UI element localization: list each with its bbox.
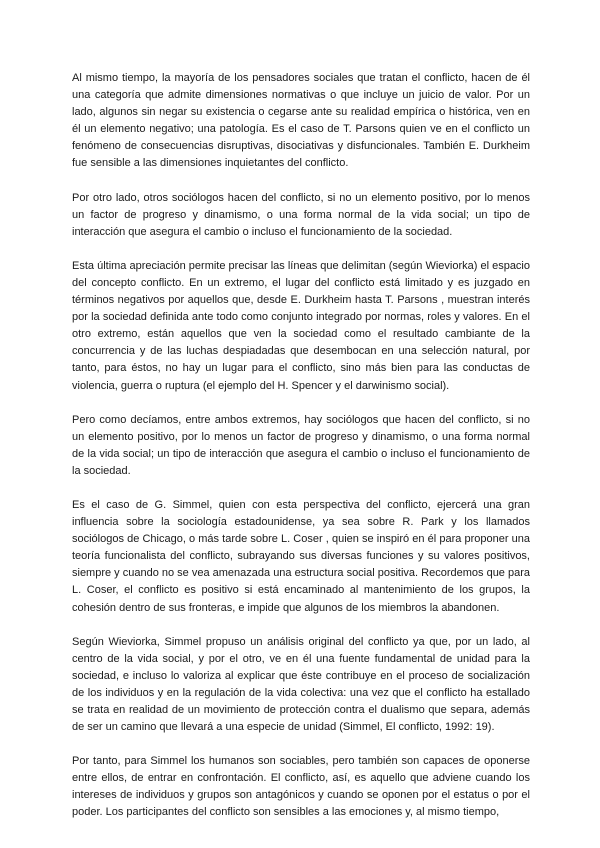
paragraph-4: Pero como decíamos, entre ambos extremos, hay sociólogos que hacen del conflicto, si no un elemento positivo, por lo menos un factor de progreso y dinamismo, o una forma normal de la vida social; un tipo de interacción que asegura el cambio o incluso el funcionamiento de la sociedad. <box>72 413 530 477</box>
paragraph-7: Por tanto, para Simmel los humanos son sociables, pero también son capaces de oponerse entre ellos, de entrar en confrontación. El conflicto, así, es aquello que adviene cuando los intereses de individuos y grupos son antagónicos y cuando se oponen por el estatus o por el poder. Los participantes del conflicto son sensibles a las emociones y, al mismo tiempo, <box>72 755 530 819</box>
paragraph-5: Es el caso de G. Simmel, quien con esta perspectiva del conflicto, ejercerá una gran influencia sobre la sociología estadounidense, ya sea sobre R. Park y los llamados sociólogos de Chicago, o más tarde sobre L. Coser , quien se inspiró en él para proponer una teoría funcionalista del conflicto, subrayando sus diversas funciones y su valores positivos, siempre y cuando no se vea amenazada una estructura social positiva. Recordemos que para L. Coser, el conflicto es positivo si está encaminado al mantenimiento de los grupos, la cohesión dentro de sus fronteras, e impide que algunos de los miembros la abandonen. <box>72 498 530 614</box>
document-page <box>72 70 530 839</box>
paragraph-1: Al mismo tiempo, la mayoría de los pensadores sociales que tratan el conflicto, hacen de él una categoría que admite dimensiones normativas o que incluye un juicio de valor. Por un lado, algunos sin negar su existencia o cegarse ante su realidad empírica o histórica, ven en él un elemento negativo; una patología. Es el caso de T. Parsons quien ve en el conflicto un fenómeno de consecuencias disruptivas, disociativas y disfuncionales. También E. Durkheim fue sensible a las dimensiones inquietantes del conflicto. <box>72 72 530 170</box>
paragraph-6: Según Wieviorka, Simmel propuso un análisis original del conflicto ya que, por un lado, al centro de la vida social, y por el otro, ve en él una fuente fundamental de unidad para la sociedad, e incluso lo valoriza al explicar que éste contribuye en el proceso de socialización de los individuos y en la regulación de la vida colectiva: una vez que el conflicto ha estallado se trata en realidad de un movimiento de protección contra el dualismo que separa, además de ser un camino que llevará a una especie de unidad (Simmel, El conflicto, 1992: 19). <box>72 635 530 734</box>
paragraph-2: Por otro lado, otros sociólogos hacen del conflicto, si no un elemento positivo, por lo menos un factor de progreso y dinamismo, o una forma normal de la vida social; un tipo de interacción que asegura el cambio o incluso el funcionamiento de la sociedad. <box>72 191 530 238</box>
paragraph-3: Esta última apreciación permite precisar las líneas que delimitan (según Wieviorka) el espacio del concepto conflicto. En un extremo, el lugar del conflicto está limitado y es juzgado en términos negativos por aquellos que, desde E. Durkheim hasta T. Parsons , muestran interés por la sociedad definida ante todo como conjunto integrado por normas, roles y valores. En el otro extremo, están aquellos que ven la sociedad como el resultado cambiante de la concurrencia y de las luchas despiadadas que desembocan en una selección natural, por tanto, para éstos, no hay un lugar para el conflicto, sino más bien para las conductas de violencia, guerra o ruptura (el ejemplo del H. Spencer y el darwinismo social). <box>72 259 530 392</box>
